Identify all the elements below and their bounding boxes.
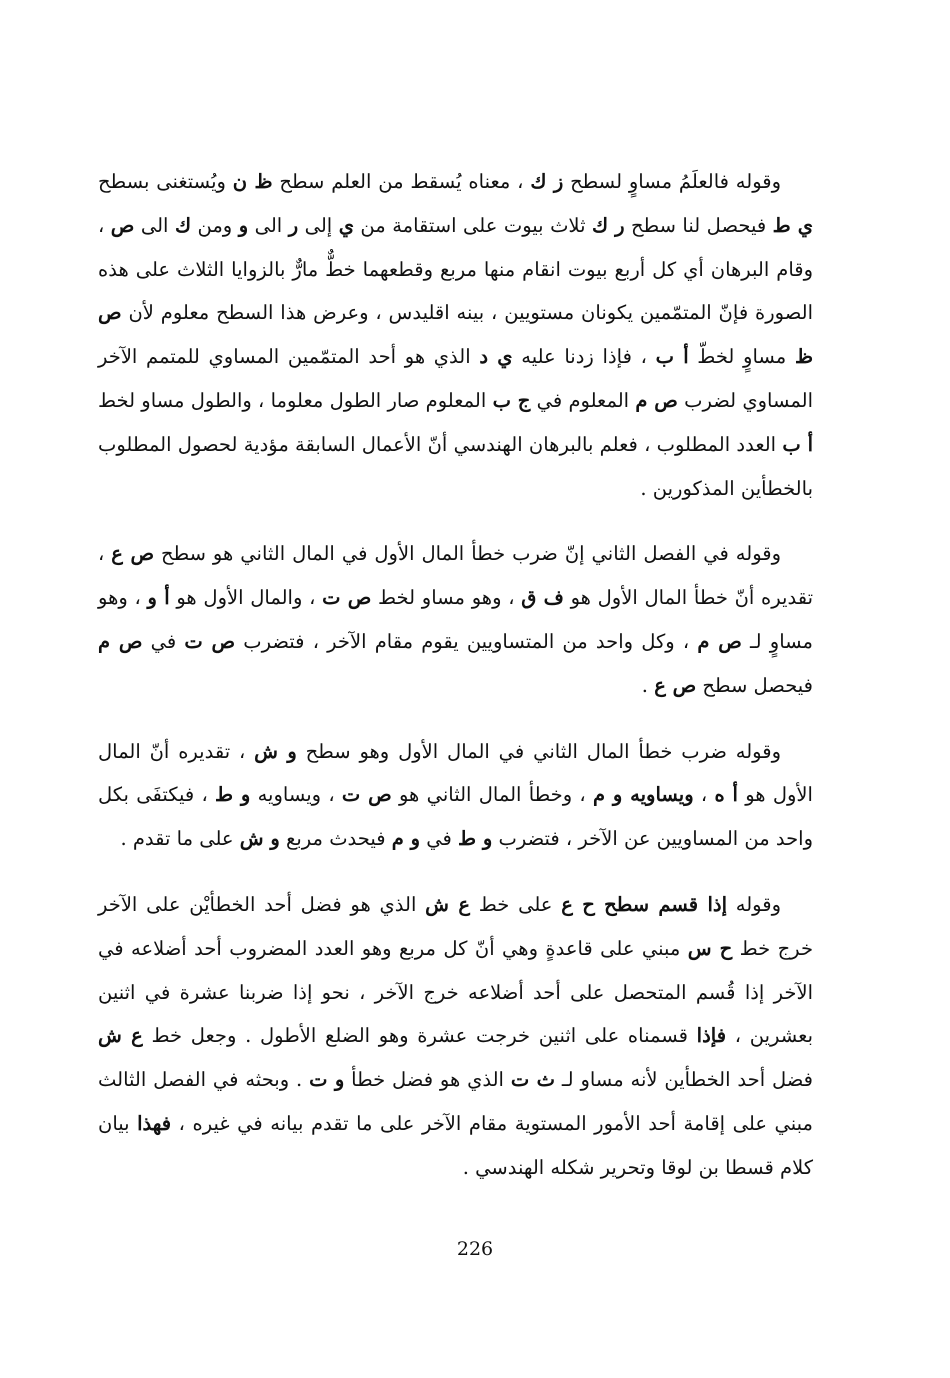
geometric-label: ويساويه و م (592, 783, 694, 807)
text-run: بيان كلام قسطا بن لوقا وتحرير شكله الهندسي . (98, 1111, 813, 1179)
geometric-label: و ط (215, 783, 251, 807)
text-run: في (420, 827, 459, 851)
geometric-label: ظ ن (232, 170, 273, 193)
geometric-label: و (238, 213, 249, 237)
text-run: المعلوم في (530, 388, 636, 412)
geometric-label: أ ب (655, 345, 689, 369)
text-run: ، ويساويه (250, 783, 342, 807)
text-run: ، وهو مساوٍ لـ (98, 586, 813, 653)
text-run: وقوله ضرب خطأ المال الثاني في المال الأول وهو سطح (296, 739, 781, 763)
geometric-label: فهذا (137, 1111, 172, 1135)
text-run: ثلاث بيوت على استقامة من (353, 213, 592, 237)
text-run: فيحدث مربع (279, 827, 392, 851)
text-run: مساوٍ لخطّ (688, 345, 795, 369)
text-run: على ما تقدم . (120, 827, 240, 851)
geometric-label: أ و (147, 586, 170, 610)
text-run: وقوله في الفصل الثاني إنّ ضرب خطأ المال الأول في المال الثاني هو سطح (154, 542, 782, 566)
geometric-label: ص ع (654, 673, 697, 697)
geometric-label: ص ت (184, 629, 236, 653)
text-run: الى (134, 213, 175, 237)
text-run: ، والمال الأول هو (169, 586, 323, 610)
text-run: الذي هو فضل خطأ (344, 1068, 511, 1092)
page-body (98, 160, 813, 1190)
geometric-label: ز ك (530, 170, 564, 193)
geometric-label: فإذا (696, 1024, 727, 1048)
geometric-label: ص ت (322, 586, 372, 610)
text-run: ، فإذا زدنا عليه (512, 345, 656, 369)
geometric-label: ص م (98, 629, 143, 653)
text-run: وقوله فالعلَمُ مساوٍ لسطح (563, 170, 782, 193)
geometric-label: إذا قسم سطح ح ع (561, 892, 728, 916)
paragraph-3 (98, 730, 813, 861)
geometric-label: ي (338, 213, 354, 237)
text-run: ، تقديره أنّ المال الأول هو (98, 739, 813, 807)
text-run: قسمناه على اثنين خرجت عشرة وهو الضلع الأطول . وجعل خط (142, 1024, 697, 1048)
text-run: إلى (298, 213, 339, 237)
geometric-label: و ش (254, 739, 297, 763)
geometric-label: ث ت (510, 1068, 556, 1092)
text-run: . وبحثه في الفصل الثالث مبني على إقامة أحد الأمور المستوية مقام الآخر على ما تقدم بيانه في غيره ، (98, 1068, 813, 1135)
geometric-label: ع ش (98, 1024, 143, 1048)
geometric-label: أ ه (714, 783, 738, 807)
geometric-label: أ ب (782, 432, 813, 456)
text-run: الى (248, 213, 289, 237)
text-run: ، معناه يُسقط من العلم سطح (272, 170, 531, 193)
text-run: ، وخطأ المال الثاني هو (391, 783, 593, 807)
text-run: ، وهو مساو لخط (371, 586, 522, 610)
text-run: الذي هو فضل أحد الخطأيْن على الآخر خرج خط (98, 892, 813, 960)
text-run: ، وقام البرهان أي كل أربع بيوت انقام منها مربع وقطعهما خطٌّ مارٌّ بالزوايا الثلاث على هذه الصورة فإنّ المتمّمين يكونان مستويين ، بينه اقليدس ، وعرض هذا السطح معلوم لأن (98, 213, 813, 325)
geometric-label: ص ظ (98, 301, 813, 369)
text-run: . (641, 673, 655, 697)
geometric-label: ص ت (341, 783, 392, 807)
geometric-label: و ش (239, 827, 280, 851)
text-run: العدد المطلوب ، فعلم بالبرهان الهندسي أنّ الأعمال السابقة مؤدية لحصول المطلوب بالخطأين المذكورين . (98, 432, 813, 500)
geometric-label: ر ك (591, 213, 625, 237)
geometric-label: ج ب (492, 388, 531, 412)
geometric-label: و ت (309, 1068, 345, 1092)
geometric-label: ص ع (111, 542, 155, 566)
text-run: المعلوم صار الطول معلوما ، والطول مساو لخط (98, 388, 493, 412)
text-run: فيحصل لنا سطح (624, 213, 773, 237)
page-number: 226 (456, 1238, 494, 1260)
text-run: ، وكل واحد من المتساويين يقوم مقام الآخر ، فتضرب (235, 629, 698, 653)
geometric-label: ص م (697, 629, 742, 653)
geometric-label: ي ط (772, 213, 813, 237)
geometric-label: و م (391, 827, 421, 851)
text-run: في (142, 629, 185, 653)
text-run: الذي هو أحد المتمّمين المساوي للمتمم الآخر المساوي لضرب (98, 345, 813, 412)
text-run: ، (693, 783, 715, 807)
geometric-label: ي د (479, 345, 513, 369)
geometric-label: ف ق (521, 586, 564, 610)
geometric-label: ص (110, 213, 135, 237)
paragraph-4 (98, 883, 813, 1190)
text-run: ، تقديره أنّ خطأ المال الأول هو (98, 542, 813, 610)
geometric-label: و ط (458, 827, 493, 851)
paragraph-1 (98, 160, 813, 510)
geometric-label: ح س (687, 936, 733, 960)
text-run: فضل أحد الخطأين لأنه مساو لـ (555, 1068, 813, 1092)
text-run: ومن (191, 213, 239, 237)
text-run: ، فيكتفَى بكل واحد من المساويين عن الآخر ، فتضرب (98, 783, 813, 851)
text-run: وقوله (727, 892, 781, 916)
text-run: مبني على قاعدةٍ وهي أنّ كل مربع وهو العدد المضروب أحد أضلاعه في الآخر إذا قُسم المتحصل على أحد أضلاعه خرج الآخر ، نحو إذا ضربنا عشرة في اثنين بعشرين ، (98, 936, 814, 1048)
text-run: فيحصل سطح (696, 673, 813, 697)
geometric-label: ر (288, 213, 299, 237)
text-run: ويُستغنى بسطح (98, 170, 233, 193)
geometric-label: ع ش (425, 892, 470, 916)
geometric-label: ص م (635, 388, 678, 412)
text-run: على خط (469, 892, 562, 916)
geometric-label: ك (174, 213, 192, 237)
paragraph-2 (98, 532, 813, 707)
